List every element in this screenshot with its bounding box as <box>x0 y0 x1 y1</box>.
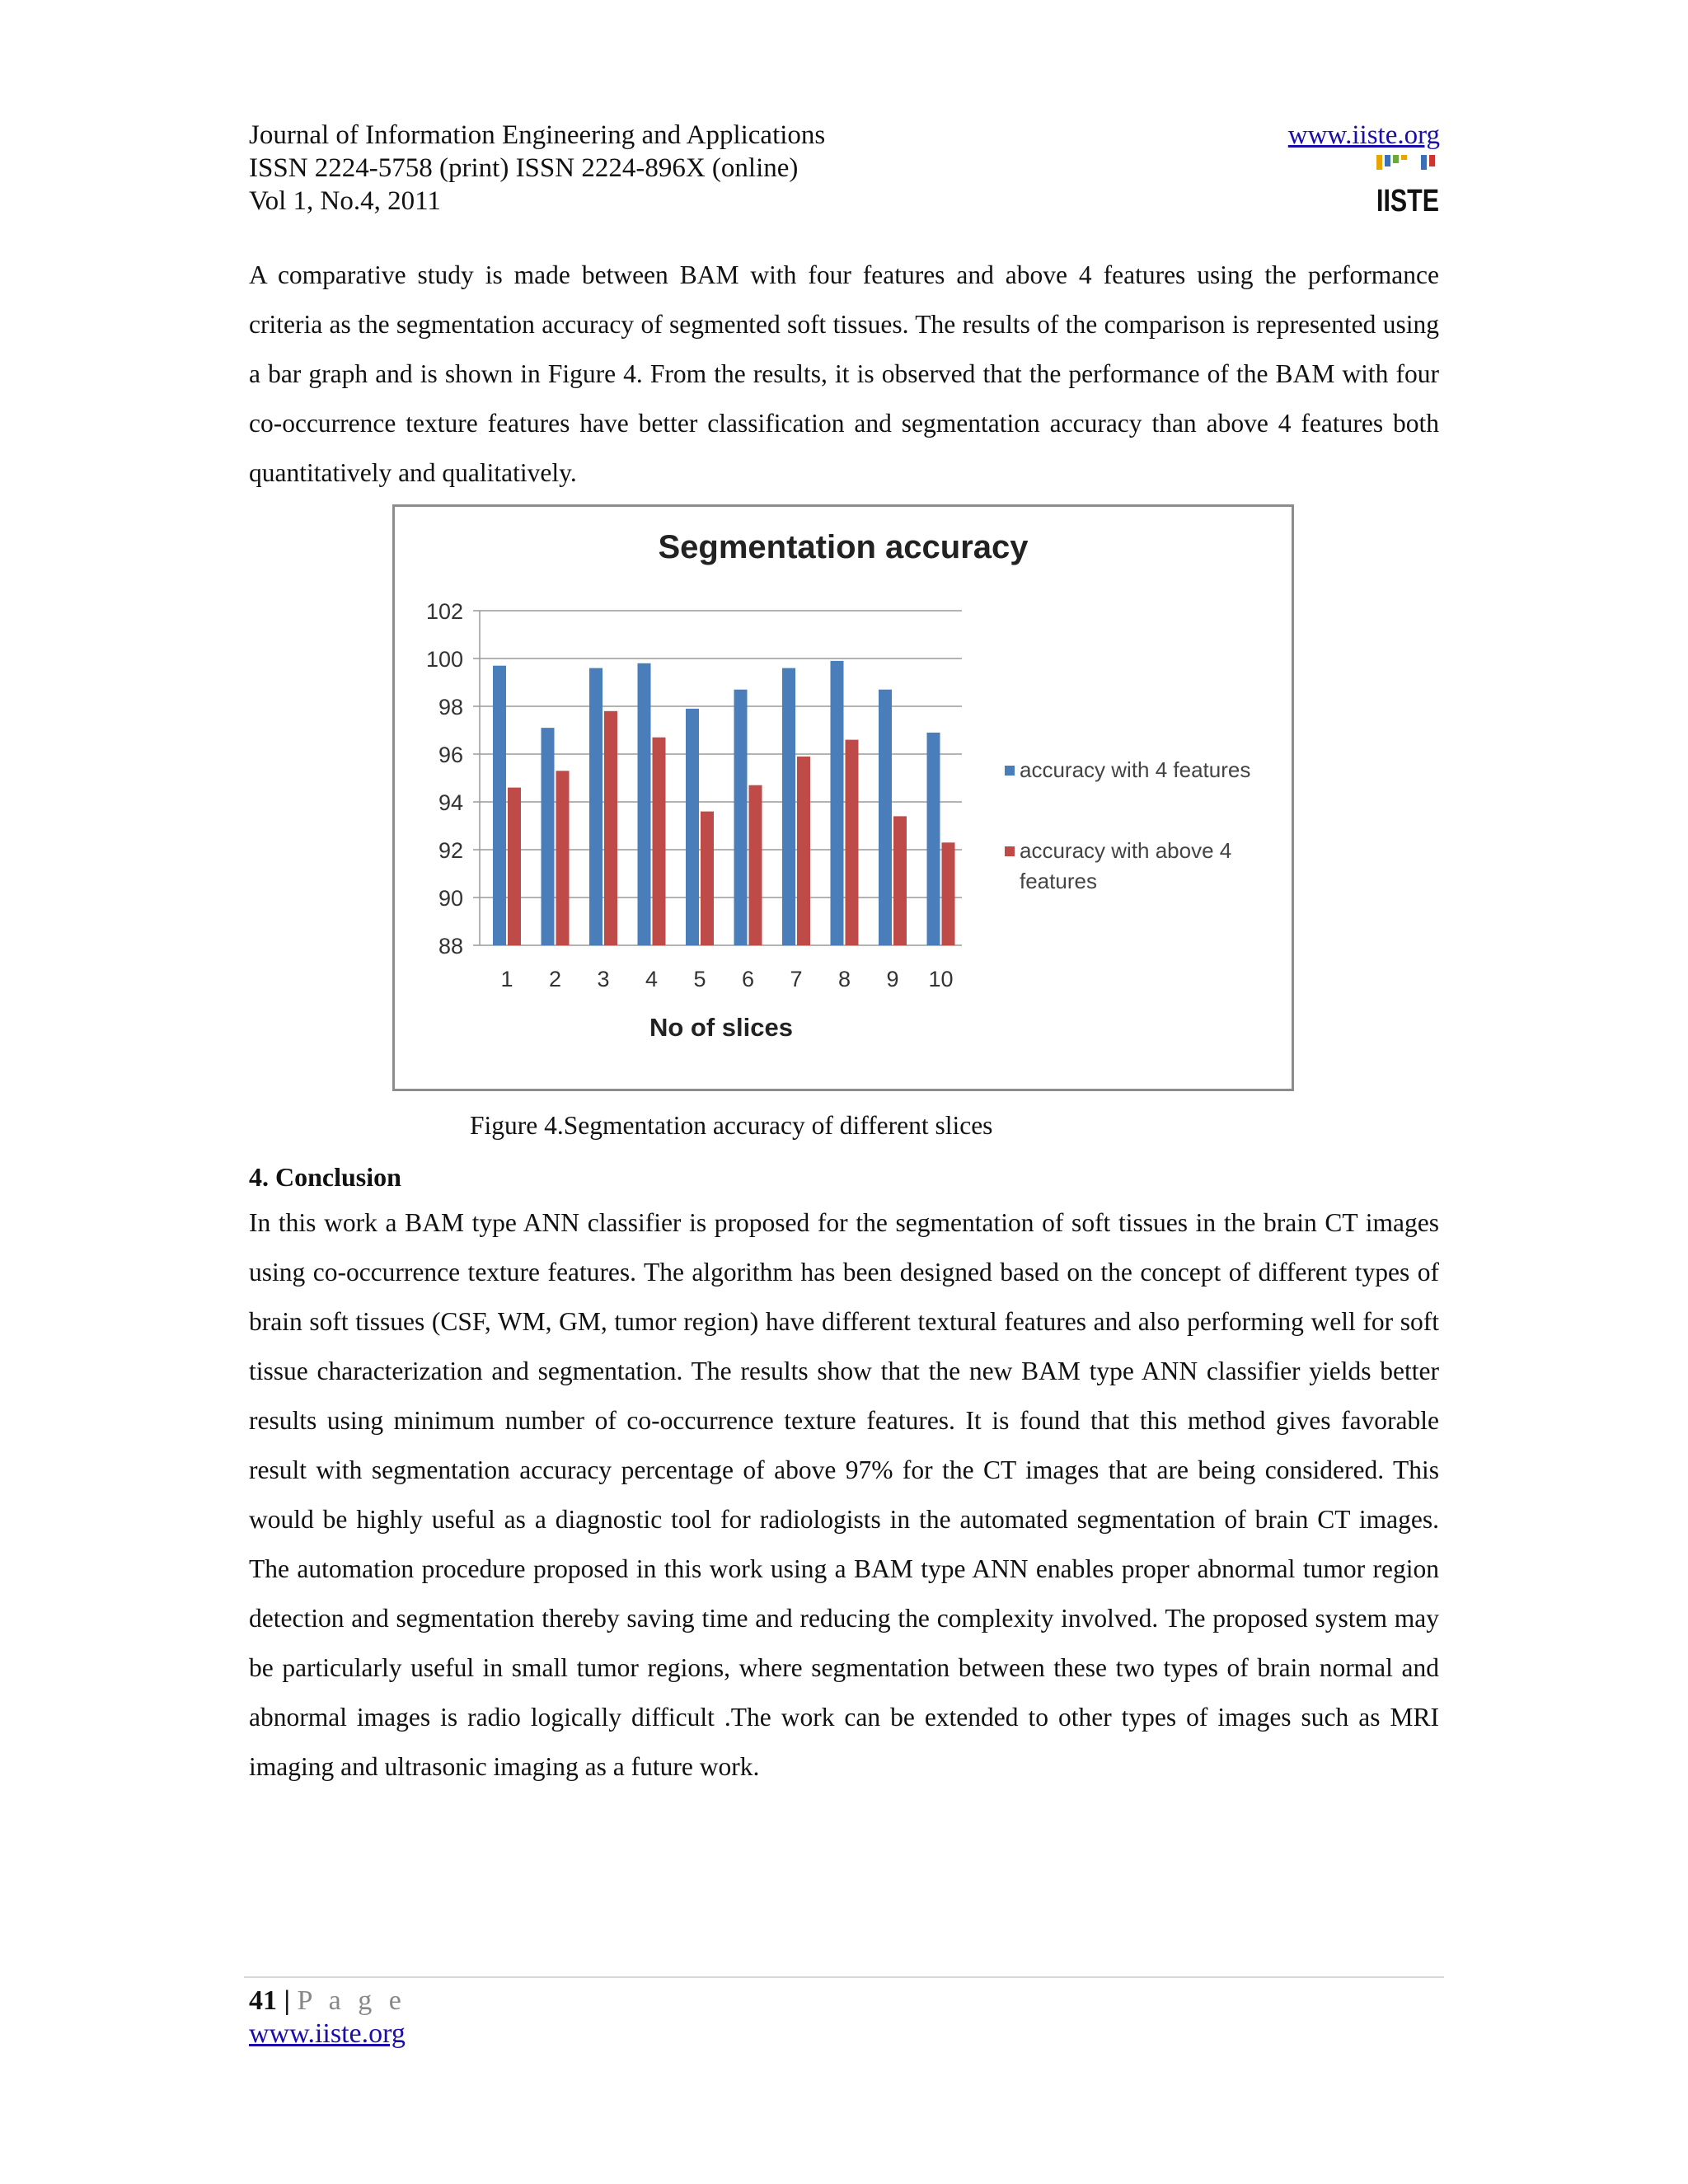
footer-url-link[interactable]: www.iiste.org <box>249 2018 406 2049</box>
bar-above-four-features <box>846 740 859 945</box>
x-tick-label: 5 <box>693 967 706 991</box>
iiste-logo <box>1375 152 1441 218</box>
x-tick-label: 4 <box>645 967 659 991</box>
y-tick-label: 94 <box>438 790 463 815</box>
page-label: P a g e <box>297 1985 406 2016</box>
conclusion-heading: 4. Conclusion <box>249 1162 401 1192</box>
bar-four-features <box>686 709 699 945</box>
x-tick-label: 8 <box>837 967 851 991</box>
x-tick-label: 10 <box>928 967 954 991</box>
bar-four-features <box>927 733 940 945</box>
y-tick-label: 92 <box>438 838 463 863</box>
y-tick-label: 100 <box>425 647 463 672</box>
x-tick-label: 6 <box>741 967 755 991</box>
bar-above-four-features <box>942 842 955 945</box>
segmentation-chart <box>392 504 1294 1091</box>
page-separator: | <box>284 1985 290 2016</box>
conclusion-paragraph: In this work a BAM type ANN classifier is proposed for the segmentation of soft tissues in the brain CT images using co-occurrence texture features. The algorithm has been designed based on the concept of different types of brain soft tissues (CSF, WM, GM, tumor region) have different textural features and also performing well for soft tissue characterization and segmentation. The results show that the new BAM type ANN classifier yields better results using minimum number of co-occurrence texture features. It is found that this method gives favorable result with segmentation accuracy percentage of above 97% for the CT images that are being considered. This would be highly useful as a diagnostic tool for radiologists in the automated segmentation of brain CT images. The automation procedure proposed in this work using a BAM type ANN enables proper abnormal tumor region detection and segmentation thereby saving time and reducing the complexity involved. The proposed system may be particularly useful in small tumor regions, where segmentation between these two types of brain normal and abnormal images is radio logically difficult .The work can be extended to other types of images such as MRI imaging and ultrasonic imaging as a future work. <box>249 1208 1439 1781</box>
logo-color-bars <box>1376 155 1435 170</box>
x-axis-title: No of slices <box>649 1013 793 1042</box>
bar-four-features <box>542 728 555 945</box>
bar-four-features <box>493 666 506 945</box>
bar-four-features <box>831 661 844 945</box>
page-number: 41 <box>249 1985 277 2016</box>
bar-four-features <box>879 690 892 945</box>
bar-four-features <box>589 668 603 945</box>
x-tick-label: 1 <box>500 967 513 991</box>
legend-swatch <box>1005 766 1015 776</box>
chart-title: Segmentation accuracy <box>658 529 1029 565</box>
bar-four-features <box>734 690 748 945</box>
logo-text: IISTE <box>1376 184 1439 218</box>
bar-above-four-features <box>508 788 521 945</box>
intro-paragraph: A comparative study is made between BAM with four features and above 4 features using the performance criteria as the segmentation accuracy of segmented soft tissues. The results of the comparison is represented using a bar graph and is shown in Figure 4. From the results, it is observed that the performance of the BAM with four co-occurrence texture features have better classification and segmentation accuracy than above 4 features both quantitatively and qualitatively. <box>249 260 1439 487</box>
figure-caption: Figure 4.Segmentation accuracy of different slices <box>470 1111 993 1140</box>
y-tick-label: 102 <box>425 599 463 624</box>
bar-above-four-features <box>893 816 907 945</box>
x-tick-label: 7 <box>790 967 803 991</box>
bar-above-four-features <box>749 785 762 945</box>
x-tick-label: 2 <box>548 967 562 991</box>
y-tick-label: 88 <box>438 934 463 958</box>
legend-label: accuracy with above 4 <box>1020 838 1232 863</box>
journal-title: Journal of Information Engineering and Applications <box>249 120 826 150</box>
bar-above-four-features <box>701 812 714 945</box>
bar-four-features <box>782 668 795 945</box>
legend-label: accuracy with 4 features <box>1020 757 1251 782</box>
bar-above-four-features <box>653 738 666 945</box>
bar-above-four-features <box>556 771 570 945</box>
legend-swatch <box>1005 846 1015 856</box>
y-tick-label: 96 <box>438 743 463 767</box>
y-tick-label: 90 <box>438 886 463 911</box>
y-tick-label: 98 <box>438 695 463 719</box>
bar-four-features <box>638 663 651 945</box>
header-url-link[interactable]: www.iiste.org <box>1287 120 1440 150</box>
volume-line: Vol 1, No.4, 2011 <box>249 186 441 216</box>
footer-divider <box>244 1976 1444 1978</box>
chart-svg <box>395 507 1292 1089</box>
page-number-block <box>249 1983 406 2019</box>
x-tick-label: 3 <box>597 967 610 991</box>
bar-above-four-features <box>604 711 617 945</box>
issn-line: ISSN 2224-5758 (print) ISSN 2224-896X (online) <box>249 153 799 183</box>
legend-label: features <box>1020 869 1097 893</box>
x-tick-label: 9 <box>886 967 899 991</box>
bar-above-four-features <box>797 757 810 945</box>
